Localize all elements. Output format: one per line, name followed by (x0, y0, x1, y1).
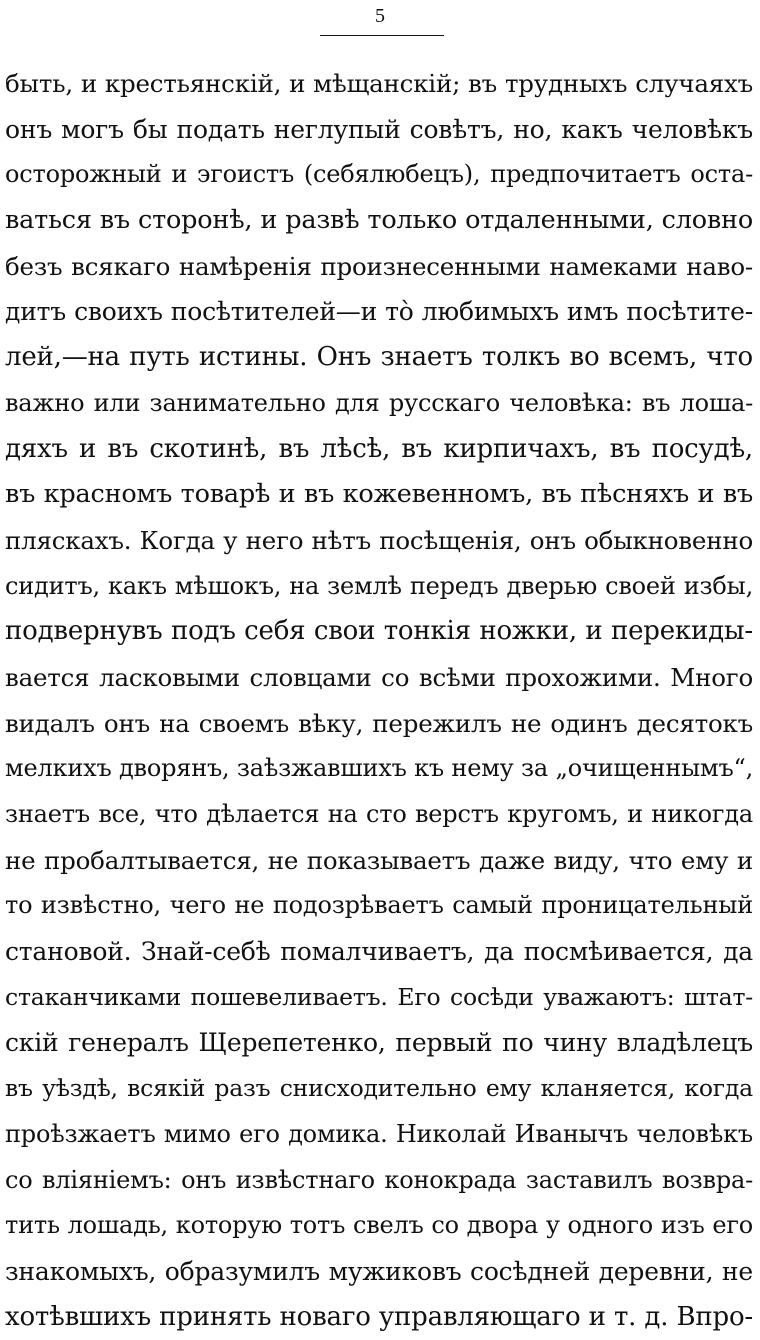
text-line: знаетъ все, что дѣлается на сто верстъ кругомъ, и никогда (5, 800, 753, 828)
text-line: въ уѣздѣ, всякій разъ снисходительно ему кланяется, когда (5, 1074, 753, 1103)
text-line: ваться въ сторонѣ, и развѣ только отдаленными, словно (5, 205, 753, 236)
text-line: стаканчиками пошевеливаетъ. Его сосѣди уважаютъ: штат- (5, 982, 753, 1011)
text-line: пляскахъ. Когда у него нѣтъ посѣщенія, онъ обыкновенно (5, 525, 753, 555)
text-line: дитъ своихъ посѣтителей—и тò любимыхъ имъ посѣтите- (5, 297, 753, 327)
header-rule (320, 35, 444, 36)
text-line: проѣзжаетъ мимо его домика. Николай Иванычъ человѣкъ (5, 1119, 753, 1148)
text-line: то извѣстно, чего не подозрѣваетъ самый проницательный (5, 891, 753, 920)
text-line: со вліяніемъ: онъ извѣстнаго конокрада заставилъ возвра- (5, 1165, 753, 1194)
text-line: быть, и крестьянскій, и мѣщанскій; въ трудныхъ случаяхъ (5, 69, 753, 98)
text-line: хотѣвшихъ принять новаго управляющаго и т. д. Впро- (5, 1301, 753, 1332)
page-number: 5 (375, 5, 385, 27)
text-line: подвернувъ подъ себя свои тонкія ножки, и перекиды- (5, 616, 753, 647)
text-line: мелкихъ дворянъ, заѣзжавшихъ къ нему за „очищеннымъ“, (5, 754, 754, 783)
text-line: не пробалтывается, не показываетъ даже виду, что ему и (5, 845, 753, 875)
body-text (5, 61, 753, 1340)
text-line: лей,—на путь истины. Онъ знаетъ толкъ во всемъ, что (5, 342, 753, 373)
text-line: сидитъ, какъ мѣшокъ, на землѣ передъ дверью своей избы, (5, 571, 753, 600)
text-line: въ красномъ товарѣ и въ кожевенномъ, въ пѣсняхъ и въ (5, 479, 753, 510)
text-line: важно или занимательно для русскаго человѣка: въ лоша- (5, 388, 753, 417)
text-line: становой. Знай-себѣ помалчиваетъ, да посмѣивается, да (5, 937, 753, 967)
text-line: дяхъ и въ скотинѣ, въ лѣсѣ, въ кирпичахъ, въ посудѣ, (5, 433, 753, 464)
text-line: видалъ онъ на своемъ вѣку, пережилъ не одинъ десятокъ (5, 708, 753, 738)
text-line: тить лошадь, которую тотъ свелъ со двора у одного изъ его (5, 1211, 753, 1240)
text-line: онъ могъ бы подать неглупый совѣтъ, но, какъ человѣкъ (5, 114, 753, 144)
text-line: осторожный и эгоистъ (себялюбецъ), предпочитаетъ оста- (5, 160, 753, 189)
text-line: скій генералъ Щерепетенко, первый по чину владѣлецъ (5, 1028, 753, 1058)
text-line: знакомыхъ, образумилъ мужиковъ сосѣдней деревни, не (5, 1256, 753, 1286)
text-line: безъ всякаго намѣренія произнесенными намеками наво- (5, 251, 753, 281)
text-line: вается ласковыми словцами со всѣми прохожими. Много (5, 662, 753, 692)
